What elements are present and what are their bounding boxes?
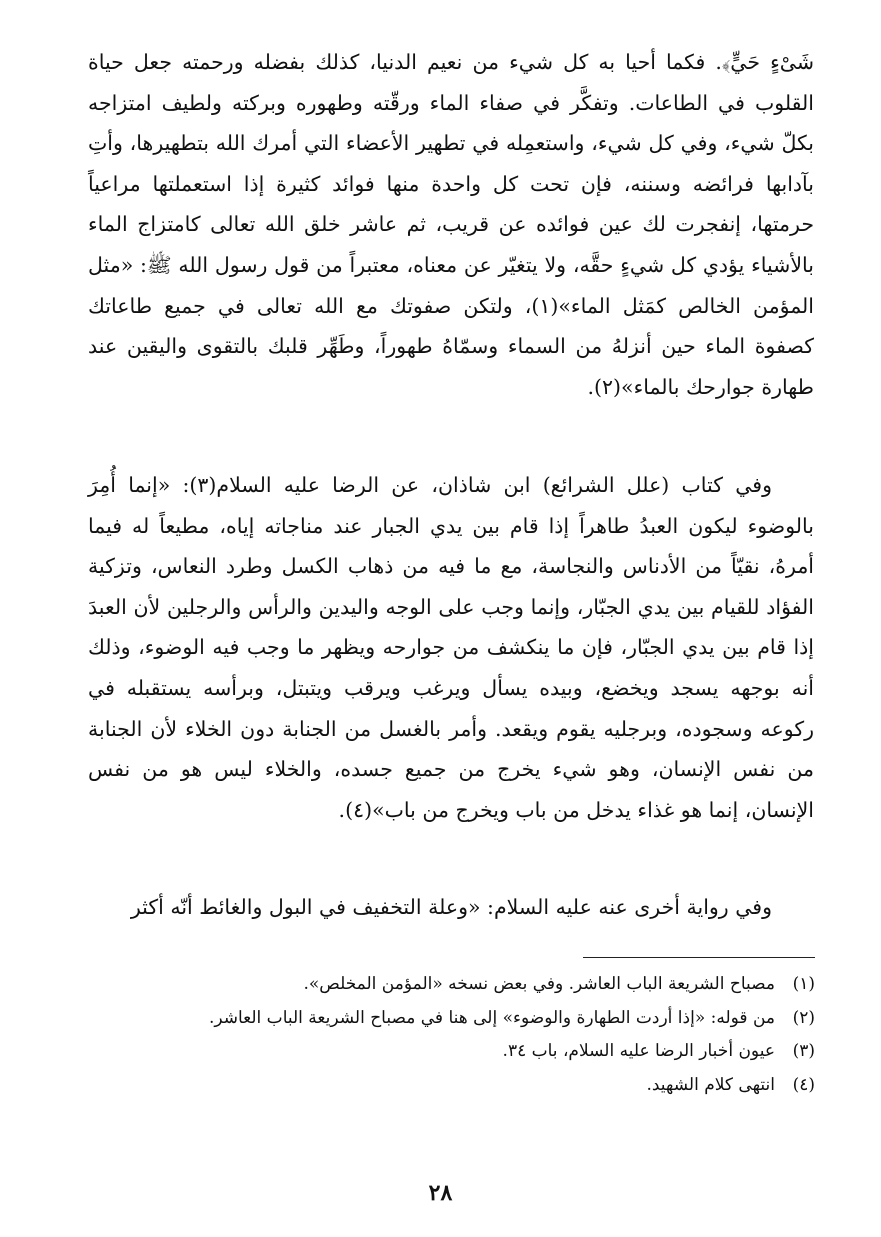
- footnote-separator: [583, 957, 815, 958]
- body-paragraph: وفي كتاب (علل الشرائع) ابن شاذان، عن الرضا عليه السلام(٣): «إنما أُمِرَ بالوضوء ليكون العبدُ طاهراً إذا قام بين يدي الجبار عند مناجاته إياه، مطيعاً له فيما أمرهُ، نقيّاً من الأدناس والنجاسة، مع ما فيه من ذهاب الكسل وطرد النعاس، وتزكية الفؤاد للقيام بين يدي الجبّار، وإنما وجب على الوجه واليدين والرأس والرجلين لأن العبدَ إذا قام بين يدي الجبّار، فإن ما ينكشف من جوارحه ويظهر ما وجب فيه الوضوء، وذلك أنه بوجهه يسجد ويخضع، وبيده يسأل ويرغب ويرقب ويتبتل، وبرأسه يستقبله في ركوعه وسجوده، وبرجليه يقوم ويقعد. وأمر بالغسل من الجنابة دون الخلاء لأن الجنابة من نفس الإنسان، وهو شيء يخرج من جميع جسده، والخلاء ليس هو من نفس الإنسان، إنما هو غذاء يدخل من باب ويخرج من باب»(٤).: [88, 473, 814, 822]
- footnote-item: [95, 970, 815, 999]
- footnote-item: [95, 1004, 815, 1033]
- body-paragraph: وفي رواية أخرى عنه عليه السلام: «وعلة التخفيف في البول والغائط أنّه أكثر: [130, 895, 772, 919]
- footnotes: [95, 970, 815, 1104]
- footnote-text: مصباح الشريعة الباب العاشر. وفي بعض نسخه «المؤمن المخلص».: [303, 974, 775, 994]
- footnote-text: عيون أخبار الرضا عليه السلام، باب ٣٤.: [502, 1041, 775, 1061]
- footnote-text: انتهى كلام الشهيد.: [646, 1074, 775, 1095]
- footnote-number: (٣): [792, 1041, 815, 1061]
- main-text-block-top: [88, 42, 814, 407]
- footnote-item: [95, 1037, 815, 1066]
- footnote-number: (٢): [792, 1007, 815, 1028]
- page-number: ٢٨: [428, 1180, 453, 1206]
- footnote-number: (١): [792, 974, 815, 994]
- main-text-block-bottom: [88, 887, 814, 928]
- footnote-text: من قوله: «إذا أردت الطهارة والوضوء» إلى هنا في مصباح الشريعة الباب العاشر.: [208, 1007, 775, 1028]
- main-text-block-middle: [88, 465, 814, 830]
- footnote-number: (٤): [792, 1074, 815, 1095]
- footnote-item: [95, 1071, 815, 1100]
- body-paragraph: شَىْءٍ حَيٍّ﴾. فكما أحيا به كل شيء من نعيم الدنيا، كذلك بفضله ورحمته جعل حياة القلوب في الطاعات. وتفكَّر في صفاء الماء ورقّته وطهوره وبركته ولطيف امتزاجه بكلّ شيء، وفي كل شيء، واستعمِله في تطهير الأعضاء التي أمرك الله بتطهيرها، وأتِ بآدابها فرائضه وسننه، فإن تحت كل واحدة منها فوائد كثيرة إذا استعملتها مراعياً حرمتها، إنفجرت لك عين فوائده عن قريب، ثم عاشر خلق الله تعالى كامتزاج الماء بالأشياء يؤدي كل شيءٍ حقَّه، ولا يتغيّر عن معناه، معتبراً من قول رسول الله ﷺ: «مثل المؤمن الخالص كمَثل الماء»(١)، ولتكن صفوتك مع الله تعالى في جميع طاعاتك كصفوة الماء حين أنزلهُ من السماء وسمّاهُ طهوراً، وطَهِّر قلبك بالتقوى واليقين عند طهارة جوارحك بالماء»(٢).: [88, 50, 814, 399]
